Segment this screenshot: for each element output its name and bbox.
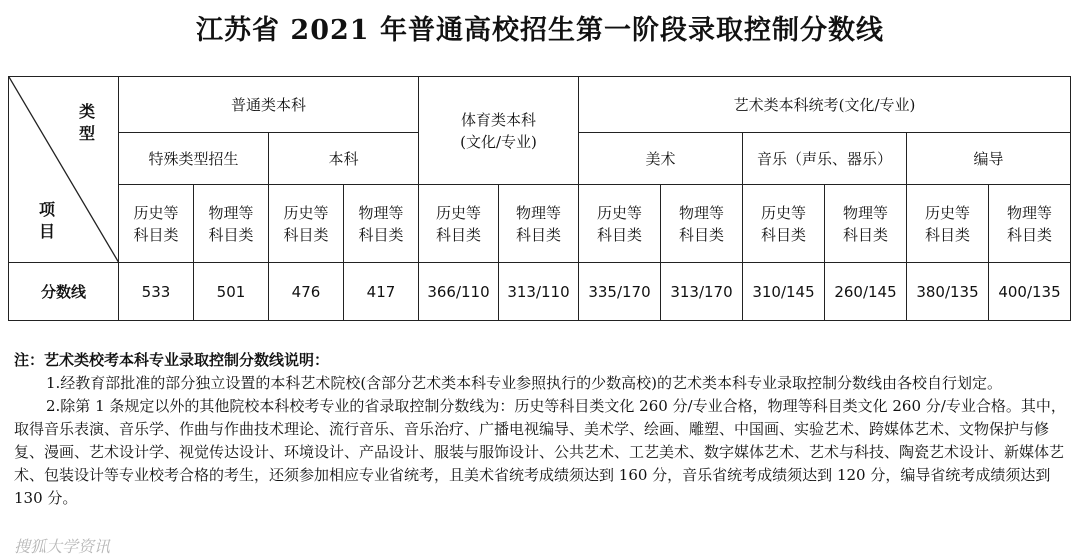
score-cell: 313/170 <box>661 263 743 321</box>
group-tiyu-line1: 体育类本科 <box>460 110 536 129</box>
subject-header-physics: 物理等 科目类 <box>661 185 743 263</box>
corner-type-label: 类型 <box>78 102 95 143</box>
subject-header-history: 历史等 科目类 <box>419 185 499 263</box>
subject-header-physics: 物理等 科目类 <box>499 185 579 263</box>
subject-header-physics: 物理等 科目类 <box>344 185 419 263</box>
subject-header-physics: 物理等 科目类 <box>194 185 269 263</box>
subgroup-meishu-header: 美术 <box>579 133 743 185</box>
corner-item-label: 项目 <box>38 200 55 241</box>
score-cell: 335/170 <box>579 263 661 321</box>
subject-header-history: 历史等 科目类 <box>579 185 661 263</box>
score-cell: 380/135 <box>907 263 989 321</box>
subject-header-physics: 物理等 科目类 <box>825 185 907 263</box>
score-table <box>8 76 1071 321</box>
subject-header-history: 历史等 科目类 <box>269 185 344 263</box>
score-cell: 310/145 <box>743 263 825 321</box>
notes-paragraph-1: 1.经教育部批准的部分独立设置的本科艺术院校(含部分艺术类本科专业参照执行的少数高校)的艺术类本科专业录取控制分数线由各校自行划定。 <box>46 374 1003 392</box>
subgroup-biandao-header: 编导 <box>907 133 1071 185</box>
subgroup-benke-header: 本科 <box>269 133 419 185</box>
notes-section <box>14 349 1070 510</box>
score-cell: 501 <box>194 263 269 321</box>
table-corner-cell <box>9 77 119 263</box>
group-yishu-header: 艺术类本科统考(文化/专业) <box>579 77 1071 133</box>
score-cell: 400/135 <box>989 263 1071 321</box>
group-putong-header: 普通类本科 <box>119 77 419 133</box>
group-tiyu-line2: (文化/专业) <box>460 132 537 151</box>
page-title: 江苏省 2021 年普通高校招生第一阶段录取控制分数线 <box>196 15 884 46</box>
corner-diagonal-line <box>9 77 119 263</box>
watermark-logo: 搜狐大学资讯 <box>14 537 111 556</box>
subgroup-yinyue-header: 音乐（声乐、器乐） <box>743 133 907 185</box>
score-cell: 417 <box>344 263 419 321</box>
score-cell: 313/110 <box>499 263 579 321</box>
subject-header-history: 历史等 科目类 <box>743 185 825 263</box>
score-cell: 260/145 <box>825 263 907 321</box>
table-row <box>9 263 1071 321</box>
notes-paragraph-2: 2.除第 1 条规定以外的其他院校本科校考专业的省录取控制分数线为：历史等科目类文化 260 分/专业合格，物理等科目类文化 260 分/专业合格。其中，取得音乐表演、音乐学、作曲与作曲技术理论、流行音乐、音乐治疗、广播电视编导、美术学、绘画、雕塑、中国画、实验艺术、跨媒体艺术、文物保护与修复、漫画、艺术设计学、视觉传达设计、环境设计、产品设计、服装与服饰设计、公共艺术、工艺美术、数字媒体艺术、艺术与科技、陶瓷艺术设计、新媒体艺术、包装设计等专业校考合格的考生，还须参加相应专业省统考，且美术省统考成绩须达到 160 分，音乐省统考成绩须达到 120 分，编导省统考成绩须达到 130 分。 <box>14 397 1066 507</box>
score-cell: 476 <box>269 263 344 321</box>
row-label-score: 分数线 <box>9 263 119 321</box>
group-tiyu-header <box>419 77 579 185</box>
notes-heading: 注：艺术类校考本科专业录取控制分数线说明： <box>14 351 330 369</box>
subject-header-history: 历史等 科目类 <box>119 185 194 263</box>
subject-header-physics: 物理等 科目类 <box>989 185 1071 263</box>
score-cell: 366/110 <box>419 263 499 321</box>
subject-header-history: 历史等 科目类 <box>907 185 989 263</box>
subgroup-teshu-header: 特殊类型招生 <box>119 133 269 185</box>
score-cell: 533 <box>119 263 194 321</box>
